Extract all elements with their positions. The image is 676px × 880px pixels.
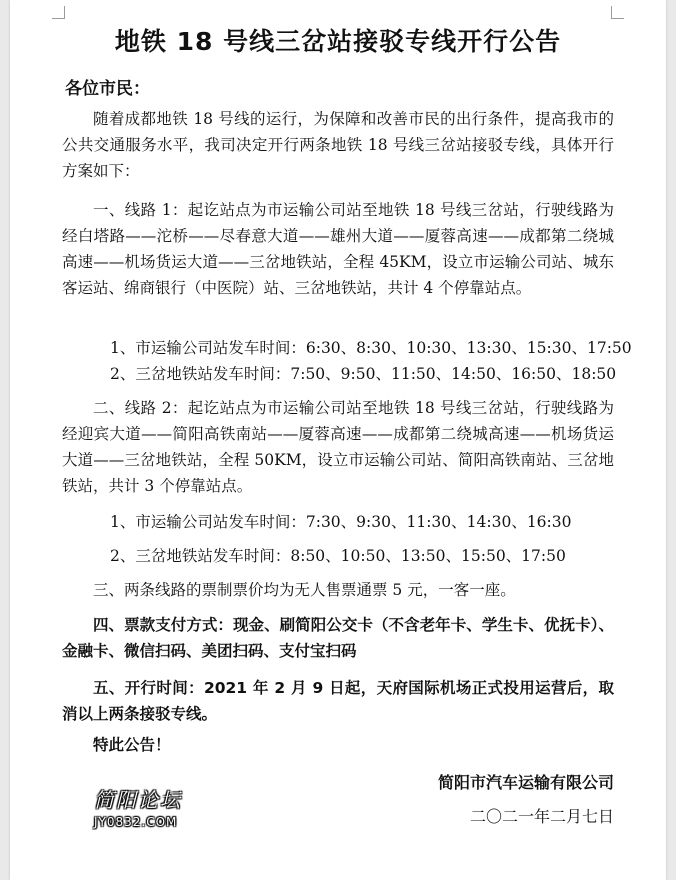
- payment-paragraph: 四、票款支付方式：现金、刷简阳公交卡（不含老年卡、学生卡、优抚卡）、金融卡、微信扫码、美团扫码、支付宝扫码: [62, 616, 614, 660]
- route1-departures-1: 1、市运输公司站发车时间：6:30、8:30、10:30、13:30、15:30、17:50: [110, 339, 632, 357]
- route2-paragraph: 二、线路 2：起讫站点为市运输公司站至地铁 18 号线三岔站，行驶线路为经迎宾大道——简阳高铁南站——厦蓉高速——成都第二绕城高速——机场货运大道——三岔地铁站，全程 50KM，设立市运输公司站、简阳高铁南站、三岔地铁站，共计 3 个停靠站点。: [62, 399, 614, 495]
- route2-departures-2: 2、三岔地铁站发车时间：8:50、10:50、13:50、15:50、17:50: [110, 547, 566, 565]
- greeting: 各位市民：: [65, 79, 150, 99]
- route2-departures-1: 1、市运输公司站发车时间：7:30、9:30、11:30、14:30、16:30: [110, 513, 572, 531]
- watermark-url: JY0832.COM: [94, 815, 178, 829]
- route1-paragraph: 一、线路 1：起讫站点为市运输公司站至地铁 18 号线三岔站，行驶线路为经白塔路——沱桥——尽春意大道——雄州大道——厦蓉高速——成都第二绕城高速——机场货运大道——三岔地铁站，全程 45KM，设立市运输公司站、城东客运站、绵商银行（中医院）站、三岔地铁站，共计 4 个停靠站点。: [62, 201, 614, 297]
- intro-paragraph: 随着成都地铁 18 号线的运行，为保障和改善市民的出行条件，提高我市的公共交通服务水平，我司决定开行两条地铁 18 号线三岔站接驳专线，具体开行方案如下：: [62, 110, 614, 180]
- watermark-name: 简阳论坛: [94, 788, 182, 812]
- schedule-paragraph: 五、开行时间：2021 年 2 月 9 日起，天府国际机场正式投用运营后，取消以上两条接驳专线。: [62, 679, 614, 723]
- margin-corner-mark: [52, 6, 65, 19]
- route1-departures-2: 2、三岔地铁站发车时间：7:50、9:50、11:50、14:50、16:50、18:50: [110, 365, 617, 383]
- closing-statement: 特此公告！: [93, 736, 171, 754]
- issue-date: 二〇二一年二月七日: [469, 807, 614, 826]
- document-title: 地铁 18 号线三岔站接驳专线开行公告: [114, 27, 562, 56]
- margin-corner-mark: [611, 6, 624, 19]
- fare-paragraph: 三、两条线路的票制票价均为无人售票通票 5 元，一客一座。: [93, 581, 516, 599]
- issuer-signature: 简阳市汽车运输有限公司: [437, 773, 614, 792]
- forum-watermark: [94, 784, 182, 829]
- document-page: [10, 0, 666, 880]
